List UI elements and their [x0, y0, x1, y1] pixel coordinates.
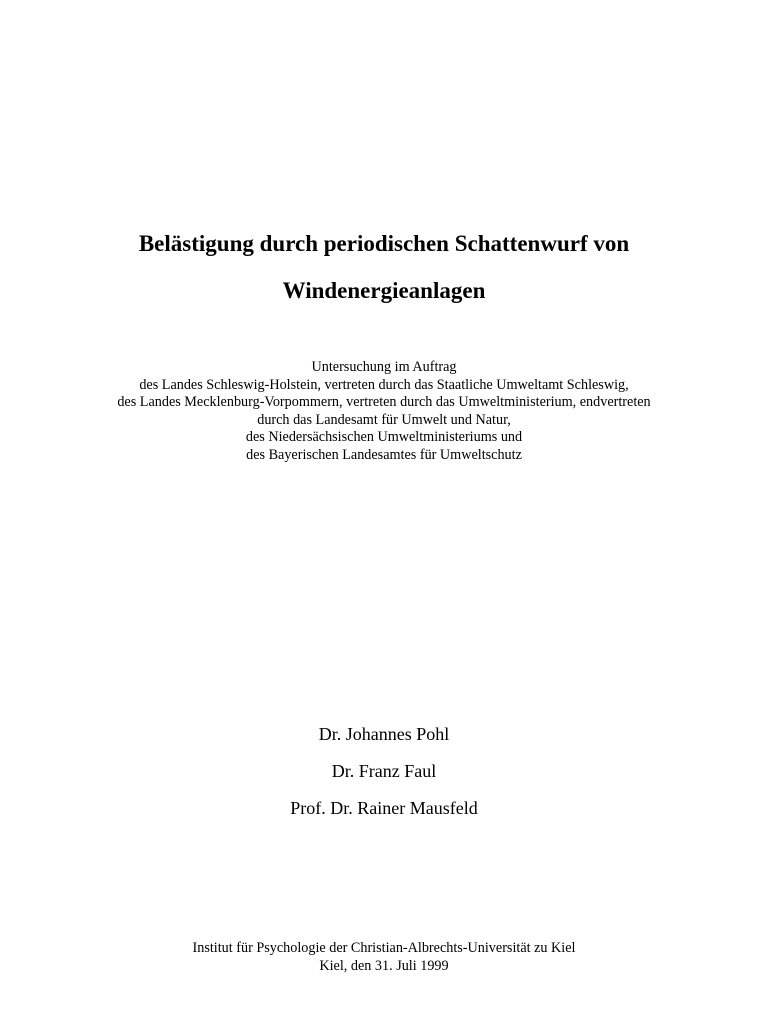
- author-name: Prof. Dr. Rainer Mausfeld: [290, 798, 478, 818]
- commission-line: Untersuchung im Auftrag: [311, 359, 457, 375]
- author-name: Dr. Johannes Pohl: [318, 724, 450, 744]
- document-title-line-2: Windenergieanlagen: [282, 278, 486, 303]
- commission-line: des Bayerischen Landesamtes für Umweltschutz: [246, 446, 522, 463]
- commission-line: durch das Landesamt für Umwelt und Natur,: [257, 411, 511, 428]
- document-title-line-1: Belästigung durch periodischen Schattenwurf von: [138, 231, 630, 256]
- footer-block: [0, 940, 768, 975]
- commission-line: des Landes Mecklenburg-Vorpommern, vertreten durch das Umweltministerium, endvertreten: [117, 394, 651, 411]
- institute-name: Institut für Psychologie der Christian-Albrechts-Universität zu Kiel: [192, 940, 576, 956]
- author-name: Dr. Franz Faul: [331, 761, 437, 781]
- commission-line: des Landes Schleswig-Holstein, vertreten durch das Staatliche Umweltamt Schleswig,: [139, 376, 629, 393]
- authors-block: [0, 723, 768, 834]
- commission-block: [0, 359, 768, 465]
- place-date: Kiel, den 31. Juli 1999: [319, 957, 449, 974]
- commission-line: des Niedersächsischen Umweltministeriums und: [245, 429, 523, 446]
